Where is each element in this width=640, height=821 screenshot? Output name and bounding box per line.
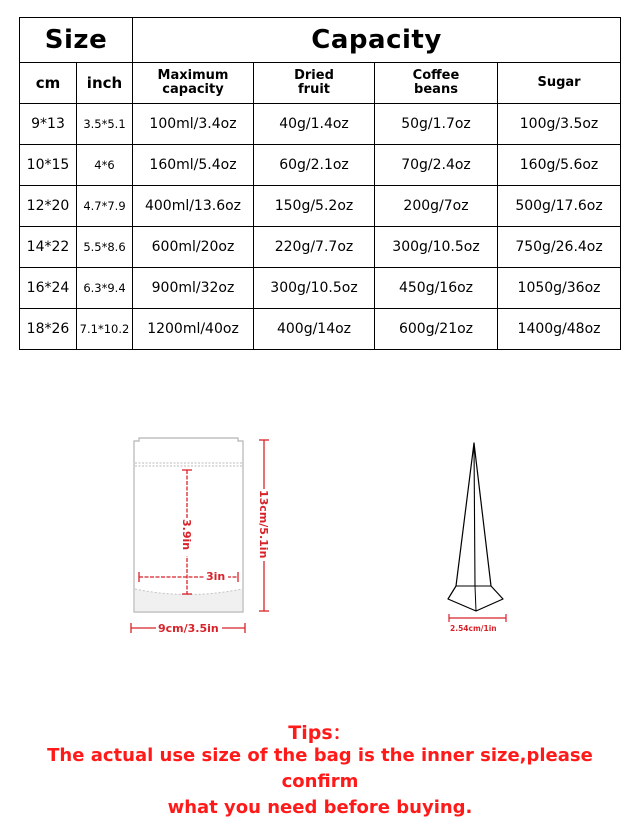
total-width-dimension (131, 621, 245, 635)
max-capacity-cell: 1200ml/40oz (133, 309, 254, 350)
dried-fruit-cell: 300g/10.5oz (254, 268, 375, 309)
inner-height-label: 3.9in (180, 519, 193, 551)
sugar-cell: 100g/3.5oz (498, 104, 621, 145)
inch-cell: 4.7*7.9 (77, 186, 133, 227)
coffee-beans-cell: 600g/21oz (375, 309, 498, 350)
max-capacity-cell: 160ml/5.4oz (133, 145, 254, 186)
height-label: 13cm/5.1in (257, 490, 270, 559)
tips-message (20, 743, 620, 821)
inner-width-dimension (139, 570, 238, 583)
coffee-beans-cell: 50g/1.7oz (375, 104, 498, 145)
coffee-beans-cell: 450g/16oz (375, 268, 498, 309)
sugar-cell: 1050g/36oz (498, 268, 621, 309)
gusset-label: 2.54cm/1in (450, 624, 497, 633)
cm-cell: 16*24 (20, 268, 77, 309)
tips-line-2: what you need before buying. (167, 797, 473, 818)
inch-cell: 3.5*5.1 (77, 104, 133, 145)
cm-cell: 10*15 (20, 145, 77, 186)
sugar-cell: 500g/17.6oz (498, 186, 621, 227)
tips-title: Tips： (288, 722, 352, 744)
sugar-column-header: Sugar (498, 63, 621, 104)
dried-fruit-cell: 150g/5.2oz (254, 186, 375, 227)
max-capacity-header-line1: Maximum (157, 68, 229, 83)
max-capacity-header-line2: capacity (162, 82, 224, 97)
inch-column-header: inch (77, 63, 133, 104)
inner-height-dimension (180, 470, 194, 594)
coffee-beans-cell: 200g/7oz (375, 186, 498, 227)
coffee-beans-header-line1: Coffee (412, 68, 460, 83)
dried-fruit-header-line1: Dried (294, 68, 334, 83)
bag-side-view (448, 443, 503, 611)
inch-cell: 7.1*10.2 (77, 309, 133, 350)
cm-cell: 9*13 (20, 104, 77, 145)
inch-cell: 4*6 (77, 145, 133, 186)
total-height-dimension (257, 440, 272, 611)
capacity-header: Capacity (133, 18, 621, 63)
sugar-cell: 750g/26.4oz (498, 227, 621, 268)
cm-cell: 14*22 (20, 227, 77, 268)
cm-cell: 18*26 (20, 309, 77, 350)
dried-fruit-header-line2: fruit (298, 82, 330, 97)
tips-line-1: The actual use size of the bag is the inner size,please confirm (47, 745, 593, 792)
coffee-beans-cell: 300g/10.5oz (375, 227, 498, 268)
inner-width-label: 3in (206, 570, 226, 583)
cm-cell: 12*20 (20, 186, 77, 227)
inch-cell: 6.3*9.4 (77, 268, 133, 309)
dried-fruit-cell: 40g/1.4oz (254, 104, 375, 145)
max-capacity-cell: 100ml/3.4oz (133, 104, 254, 145)
coffee-beans-header-line2: beans (414, 82, 458, 97)
dried-fruit-cell: 400g/14oz (254, 309, 375, 350)
coffee-beans-cell: 70g/2.4oz (375, 145, 498, 186)
size-header: Size (20, 18, 133, 63)
sugar-cell: 160g/5.6oz (498, 145, 621, 186)
gusset-dimension (449, 614, 506, 633)
cm-column-header: cm (20, 63, 77, 104)
sugar-cell: 1400g/48oz (498, 309, 621, 350)
dried-fruit-cell: 60g/2.1oz (254, 145, 375, 186)
max-capacity-cell: 600ml/20oz (133, 227, 254, 268)
max-capacity-cell: 900ml/32oz (133, 268, 254, 309)
dried-fruit-cell: 220g/7.7oz (254, 227, 375, 268)
width-label: 9cm/3.5in (158, 622, 219, 635)
max-capacity-cell: 400ml/13.6oz (133, 186, 254, 227)
inch-cell: 5.5*8.6 (77, 227, 133, 268)
